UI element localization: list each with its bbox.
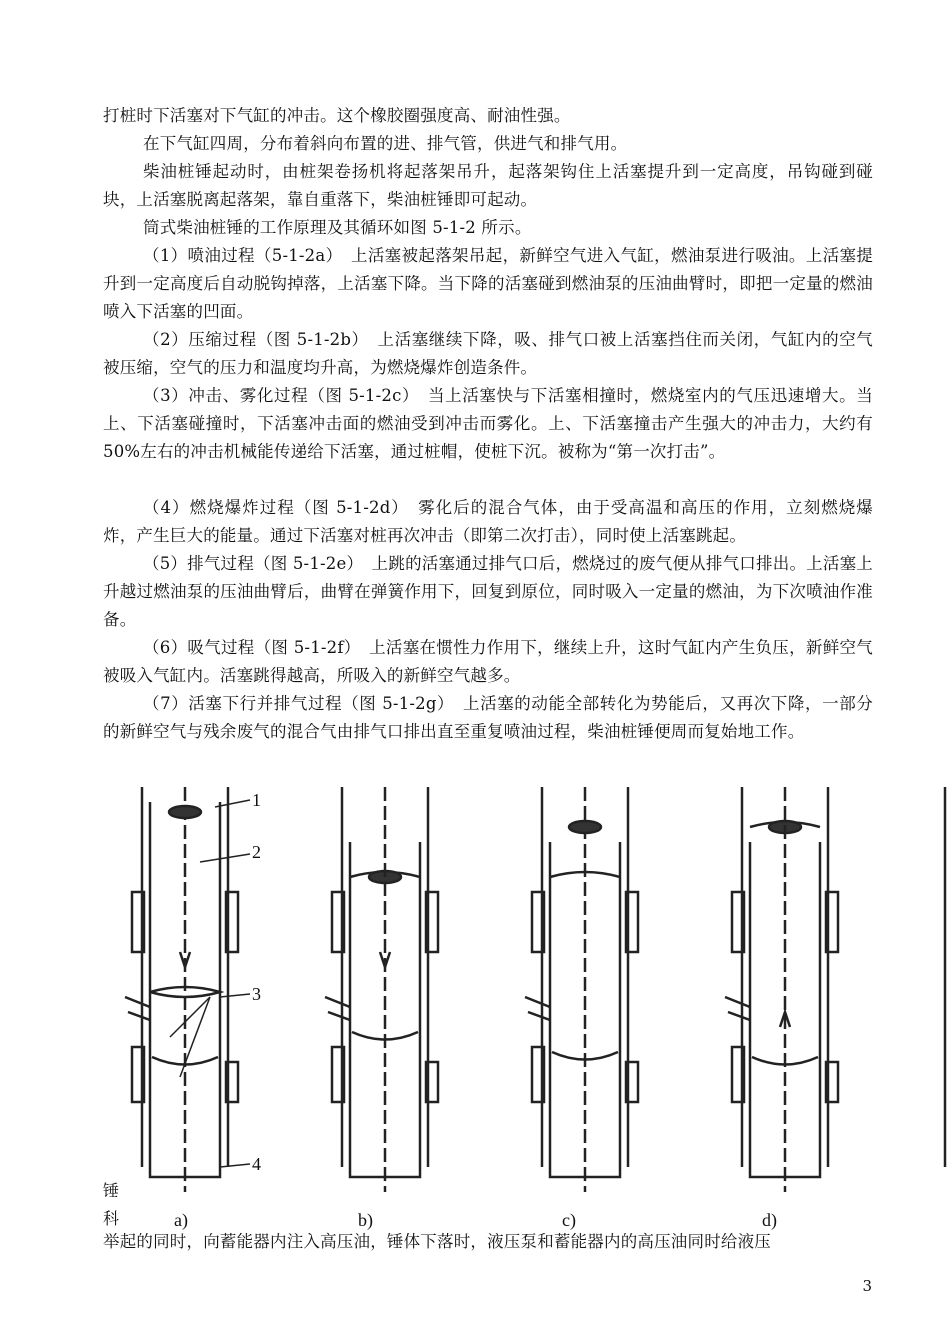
bottom-line: 举起的同时，向蓄能器内注入高压油，锤体下落时，液压泵和蓄能器内的高压油同时给液压	[103, 1232, 771, 1251]
callout-3: 3	[252, 984, 261, 1004]
panel-c-diagram	[525, 787, 638, 1192]
paragraph-6: （2）压缩过程（图 5-1-2b） 上活塞继续下降，吸、排气口被上活塞挡住而关闭，气缸内的空气被压缩，空气的压力和温度均升高，为燃烧爆炸创造条件。	[103, 330, 873, 377]
paragraph-10: （6）吸气过程（图 5-1-2f） 上活塞在惯性力作用下，继续上升，这时气缸内产生负压，新鲜空气被吸入气缸内。活塞跳得越高，所吸入的新鲜空气越多。	[103, 638, 873, 685]
paragraph-3: 柴油桩锤起动时，由桩架卷扬机将起落架吊升，起落架钩住上活塞提升到一定高度，吊钩碰到碰块，上活塞脱离起落架，靠自重落下，柴油桩锤即可起动。	[103, 162, 873, 209]
panel-label-c: c)	[562, 1210, 576, 1230]
paragraph-8: （4）燃烧爆炸过程（图 5-1-2d） 雾化后的混合气体，由于受高温和高压的作用，立刻燃烧爆炸，产生巨大的能量。通过下活塞对桩再次冲击（即第二次打击），同时使上活塞跳起。	[103, 498, 873, 545]
callout-4: 4	[252, 1154, 261, 1174]
diesel-hammer-cycle-figure	[100, 782, 950, 1230]
side-char-1: 锤	[103, 1181, 120, 1200]
panel-label-b: b)	[358, 1210, 373, 1230]
callout-1: 1	[252, 790, 261, 810]
side-char-2: 科	[103, 1209, 120, 1228]
panel-a-diagram	[125, 787, 250, 1192]
paragraph-1: 打桩时下活塞对下气缸的冲击。这个橡胶圈强度高、耐油性强。	[103, 106, 571, 125]
paragraph-7: （3）冲击、雾化过程（图 5-1-2c） 当上活塞快与下活塞相撞时，燃烧室内的气压迅速增大。当上、下活塞碰撞时，下活塞冲击面的燃油受到冲击而雾化。上、下活塞撞击产生强大的冲击力，大约有 50%左右的冲击机械能传递给下活塞，通过桩帽，使桩下沉。被称为“第一次打击”。	[103, 386, 873, 461]
page-number: 3	[862, 1277, 872, 1295]
paragraph-11: （7）活塞下行并排气过程（图 5-1-2g） 上活塞的动能全部转化为势能后，又再次下降，一部分的新鲜空气与残余废气的混合气由排气口排出直至重复喷油过程，柴油桩锤便周而复始地工作。	[103, 694, 873, 741]
panel-b-diagram	[325, 787, 438, 1192]
paragraph-9: （5）排气过程（图 5-1-2e） 上跳的活塞通过排气口后，燃烧过的废气便从排气口排出。上活塞上升越过燃油泵的压油曲臂后，曲臂在弹簧作用下，回复到原位，同时吸入一定量的燃油，为下次喷油作准备。	[103, 554, 873, 629]
paragraph-4: 筒式柴油桩锤的工作原理及其循环如图 5-1-2 所示。	[143, 218, 532, 237]
paragraph-5: （1）喷油过程（5-1-2a） 上活塞被起落架吊起，新鲜空气进入气缸，燃油泵进行吸油。上活塞提升到一定高度后自动脱钩掉落，上活塞下降。当下降的活塞碰到燃油泵的压油曲臂时，即把一定量的燃油喷入下活塞的凹面。	[103, 246, 873, 321]
panel-label-d: d)	[762, 1210, 777, 1230]
paragraph-2: 在下气缸四周，分布着斜向布置的进、排气管，供进气和排气用。	[143, 134, 628, 153]
panel-label-a: a)	[174, 1210, 188, 1230]
callout-2: 2	[252, 842, 261, 862]
panel-d-diagram	[725, 787, 838, 1192]
